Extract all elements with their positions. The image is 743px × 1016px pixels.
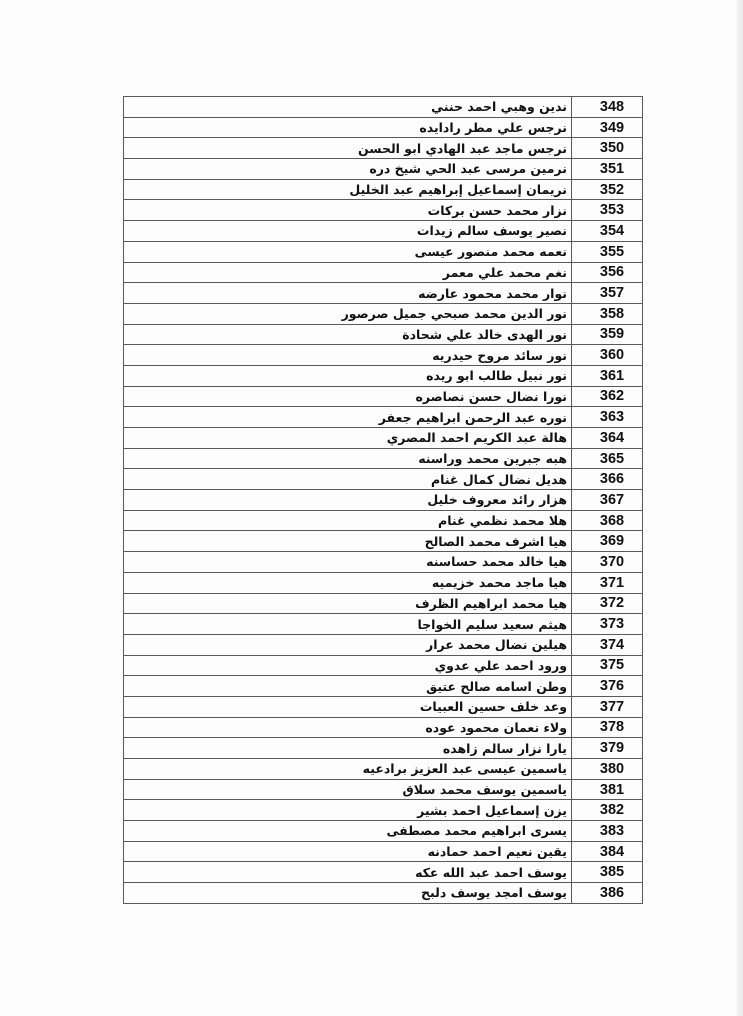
table-row — [124, 241, 643, 262]
table-row — [124, 593, 643, 614]
student-name-cell: يوسف احمد عبد الله عكه — [124, 862, 572, 883]
table-row — [124, 469, 643, 490]
row-number-cell: 354 — [572, 221, 643, 242]
row-number-cell: 383 — [572, 821, 643, 842]
table-row — [124, 179, 643, 200]
table-row — [124, 552, 643, 573]
row-number-cell: 360 — [572, 345, 643, 366]
row-number-cell: 366 — [572, 469, 643, 490]
row-number-cell: 358 — [572, 303, 643, 324]
table-row — [124, 345, 643, 366]
row-number-cell: 371 — [572, 572, 643, 593]
student-name-cell: هيثم سعيد سليم الخواجا — [124, 614, 572, 635]
table-row — [124, 614, 643, 635]
row-number-cell: 384 — [572, 841, 643, 862]
student-name-cell: وطن اسامه صالح عتيق — [124, 676, 572, 697]
row-number-cell: 374 — [572, 634, 643, 655]
row-number-cell: 357 — [572, 283, 643, 304]
table-row — [124, 428, 643, 449]
student-name-cell: هيا خالد محمد حساسنه — [124, 552, 572, 573]
table-row — [124, 386, 643, 407]
table-row — [124, 821, 643, 842]
row-number-cell: 348 — [572, 97, 643, 118]
row-number-cell: 367 — [572, 490, 643, 511]
student-name-cell: هبه جبرين محمد وراسنه — [124, 448, 572, 469]
row-number-cell: 380 — [572, 759, 643, 780]
student-name-cell: يوسف امجد يوسف دلبح — [124, 883, 572, 904]
row-number-cell: 355 — [572, 241, 643, 262]
table-row — [124, 365, 643, 386]
student-name-cell: نرمين مرسى عبد الحي شيخ دره — [124, 159, 572, 180]
student-name-cell: يسرى ابراهيم محمد مصطفى — [124, 821, 572, 842]
table-row — [124, 324, 643, 345]
table-row — [124, 531, 643, 552]
student-name-cell: نريمان إسماعيل إبراهيم عبد الخليل — [124, 179, 572, 200]
student-name-cell: ورود احمد علي عدوي — [124, 655, 572, 676]
row-number-cell: 353 — [572, 200, 643, 221]
table-row — [124, 738, 643, 759]
row-number-cell: 370 — [572, 552, 643, 573]
student-name-cell: نور نبيل طالب ابو ريده — [124, 365, 572, 386]
table-row — [124, 200, 643, 221]
table-row — [124, 759, 643, 780]
row-number-cell: 359 — [572, 324, 643, 345]
student-name-cell: ولاء نعمان محمود عوده — [124, 717, 572, 738]
student-name-cell: نصير يوسف سالم زيدات — [124, 221, 572, 242]
table-row — [124, 117, 643, 138]
table-row — [124, 303, 643, 324]
table-row — [124, 97, 643, 118]
table-row — [124, 510, 643, 531]
row-number-cell: 373 — [572, 614, 643, 635]
row-number-cell: 361 — [572, 365, 643, 386]
student-name-cell: ياسمين يوسف محمد سلاق — [124, 779, 572, 800]
row-number-cell: 364 — [572, 428, 643, 449]
student-name-cell: هيا محمد ابراهيم الظرف — [124, 593, 572, 614]
table-row — [124, 138, 643, 159]
row-number-cell: 386 — [572, 883, 643, 904]
student-name-cell: نزار محمد حسن بركات — [124, 200, 572, 221]
student-name-cell: نور الدين محمد صبحي جميل صرصور — [124, 303, 572, 324]
student-name-cell: هلا محمد نظمي غنام — [124, 510, 572, 531]
table-row — [124, 676, 643, 697]
table-row — [124, 572, 643, 593]
student-name-cell: نورا نضال حسن نصاصره — [124, 386, 572, 407]
table-row — [124, 159, 643, 180]
student-name-cell: يارا نزار سالم زاهده — [124, 738, 572, 759]
scan-edge — [737, 0, 743, 1016]
student-name-cell: نغم محمد علي معمر — [124, 262, 572, 283]
table-row — [124, 883, 643, 904]
student-name-cell: ندين وهبي احمد حنني — [124, 97, 572, 118]
student-name-cell: نوره عبد الرحمن ابراهيم جعفر — [124, 407, 572, 428]
row-number-cell: 350 — [572, 138, 643, 159]
row-number-cell: 375 — [572, 655, 643, 676]
table-row — [124, 221, 643, 242]
row-number-cell: 368 — [572, 510, 643, 531]
student-name-cell: هيلين نضال محمد عرار — [124, 634, 572, 655]
names-table — [123, 96, 643, 904]
student-name-cell: هالة عبد الكريم احمد المصري — [124, 428, 572, 449]
names-table-body — [124, 97, 643, 904]
row-number-cell: 372 — [572, 593, 643, 614]
table-row — [124, 779, 643, 800]
row-number-cell: 382 — [572, 800, 643, 821]
student-name-cell: نرجس ماجد عبد الهادي ابو الحسن — [124, 138, 572, 159]
student-name-cell: نوار محمد محمود عارضه — [124, 283, 572, 304]
table-row — [124, 655, 643, 676]
row-number-cell: 377 — [572, 696, 643, 717]
table-row — [124, 841, 643, 862]
student-name-cell: نور الهدى خالد علي شحادة — [124, 324, 572, 345]
row-number-cell: 351 — [572, 159, 643, 180]
student-name-cell: هزار رائد معروف خليل — [124, 490, 572, 511]
student-name-cell: نور سائد مروح حيدريه — [124, 345, 572, 366]
row-number-cell: 376 — [572, 676, 643, 697]
student-name-cell: يقين نعيم احمد حمادنه — [124, 841, 572, 862]
student-name-cell: يزن إسماعيل احمد بشير — [124, 800, 572, 821]
student-name-cell: وعد خلف حسين العبيات — [124, 696, 572, 717]
row-number-cell: 378 — [572, 717, 643, 738]
row-number-cell: 381 — [572, 779, 643, 800]
row-number-cell: 349 — [572, 117, 643, 138]
row-number-cell: 363 — [572, 407, 643, 428]
table-row — [124, 490, 643, 511]
row-number-cell: 352 — [572, 179, 643, 200]
row-number-cell: 356 — [572, 262, 643, 283]
table-row — [124, 862, 643, 883]
table-row — [124, 283, 643, 304]
table-row — [124, 634, 643, 655]
student-name-cell: ياسمين عيسى عبد العزيز برادعيه — [124, 759, 572, 780]
student-name-cell: هديل نضال كمال غنام — [124, 469, 572, 490]
table-row — [124, 696, 643, 717]
student-name-cell: نعمه محمد منصور عيسى — [124, 241, 572, 262]
row-number-cell: 385 — [572, 862, 643, 883]
table-row — [124, 262, 643, 283]
row-number-cell: 379 — [572, 738, 643, 759]
row-number-cell: 369 — [572, 531, 643, 552]
row-number-cell: 362 — [572, 386, 643, 407]
table-row — [124, 448, 643, 469]
student-name-cell: هيا اشرف محمد الصالح — [124, 531, 572, 552]
student-name-cell: نرجس علي مطر رادايده — [124, 117, 572, 138]
row-number-cell: 365 — [572, 448, 643, 469]
student-name-cell: هيا ماجد محمد خزيميه — [124, 572, 572, 593]
table-row — [124, 800, 643, 821]
table-row — [124, 407, 643, 428]
table-row — [124, 717, 643, 738]
